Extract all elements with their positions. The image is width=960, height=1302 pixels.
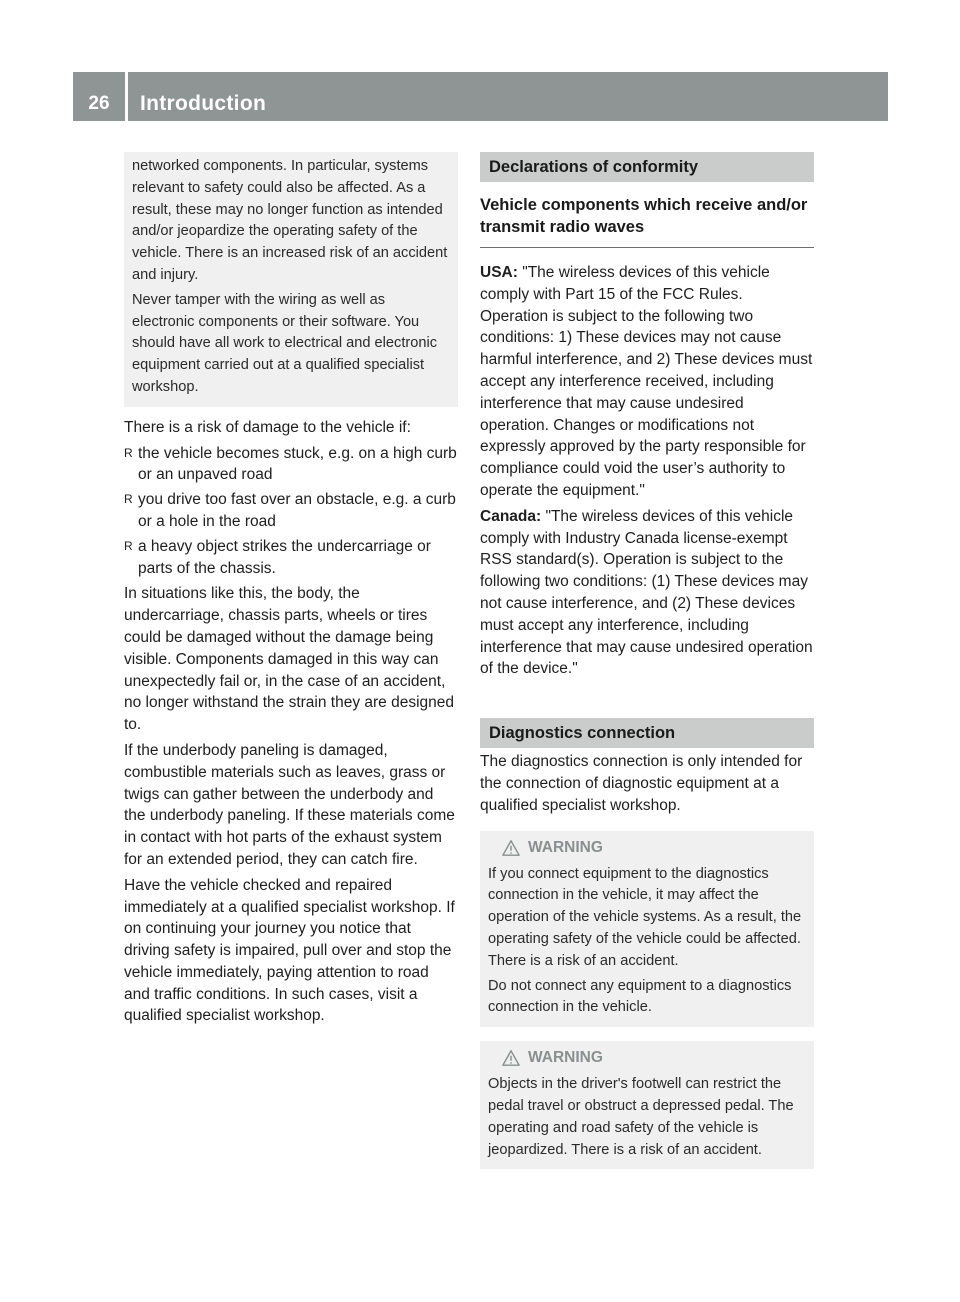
warning-box-footwell bbox=[480, 1041, 814, 1169]
body-paragraph: Have the vehicle checked and repaired immediately at a qualified specialist workshop. If on continuing your journey you notice that driving safety is impaired, pull over and stop the vehicle immediately, paying attention to road and traffic conditions. In such cases, visit a qualified specialist workshop. bbox=[124, 876, 455, 1025]
body-paragraph: If the underbody paneling is damaged, combustible materials such as leaves, grass or twigs can gather between the underbody and the underbody paneling. If these materials come in contact with hot parts of the exhaust system for an extended period, they can catch fire. bbox=[124, 741, 455, 868]
diagnostics-body bbox=[480, 751, 814, 816]
warning-box-diagnostics bbox=[480, 831, 814, 1028]
body-paragraph: In situations like this, the body, the undercarriage, chassis parts, wheels or tires could be damaged without the damage being visible. Components damaged in this way can unexpectedly fail or, in the case of an accident, no longer withstand the strain they are designed to. bbox=[124, 585, 455, 734]
diagnostics-paragraph: The diagnostics connection is only intended for the connection of diagnostic equipment at a qualified specialist workshop. bbox=[480, 753, 803, 814]
section-heading-diagnostics: Diagnostics connection bbox=[480, 718, 814, 748]
subsection-heading-radio: Vehicle components which receive and/or transmit radio waves bbox=[480, 194, 814, 248]
warning-paragraph: If you connect equipment to the diagnostics connection in the vehicle, it may affect the operation of the vehicle systems. As a result, the operating safety of the vehicle could be affected. There is a risk of an accident. bbox=[488, 865, 802, 969]
warning-title: WARNING bbox=[488, 837, 806, 859]
header-separator bbox=[125, 72, 128, 121]
warning-continuation-box bbox=[124, 152, 458, 407]
warning-paragraph: Do not connect any equipment to a diagnostics connection in the vehicle. bbox=[488, 977, 792, 1016]
usa-paragraph: USA: "The wireless devices of this vehicle comply with Part 15 of the FCC Rules. Operation is subject to the following two conditions: 1) These devices may not cause harmful interference, and 2) These devices must accept any interference received, including interference that may cause undesired operation. Changes or modifications not expressly approved by the party responsible for compliance could void the user’s authority to operate the equipment." bbox=[480, 264, 813, 499]
warning-triangle-icon bbox=[502, 839, 520, 857]
warning-triangle-icon bbox=[502, 1049, 520, 1067]
warning-paragraph: Objects in the driver's footwell can restrict the pedal travel or obstruct a depressed pedal. The operating and road safety of the vehicle is jeopardized. There is a risk of an accident. bbox=[488, 1076, 794, 1158]
page-number: 26 bbox=[88, 93, 110, 114]
left-body bbox=[124, 417, 458, 1028]
chapter-title: Introduction bbox=[140, 92, 267, 115]
box-paragraph: networked components. In particular, systems relevant to safety could also be affected. As a result, these may no longer function as intended and/or jeopardize the operating safety of the vehicle. There is an increased risk of an accident and injury. bbox=[132, 158, 448, 283]
warning-title: WARNING bbox=[488, 1047, 806, 1069]
usa-label: USA: bbox=[480, 264, 518, 281]
bullet-icon: R bbox=[124, 538, 133, 553]
canada-label: Canada: bbox=[480, 507, 542, 525]
canada-paragraph: Canada: "The wireless devices of this vehicle comply with Industry Canada license-exempt RSS standard(s). Operation is subject to the following two conditions: (1) These devices may not cause interference, and (2) These devices must accept any interference, including interference that may cause undesired operation of the device." bbox=[480, 507, 813, 678]
section-heading-declarations: Declarations of conformity bbox=[480, 152, 814, 182]
page-header bbox=[73, 72, 888, 121]
declarations-body bbox=[480, 262, 814, 680]
left-column bbox=[124, 152, 458, 1031]
box-paragraph: Never tamper with the wiring as well as electronic components or their software. You should have all work to electrical and electronic equipment carried out at a qualified specialist workshop. bbox=[132, 291, 438, 395]
risk-intro: There is a risk of damage to the vehicle if: bbox=[124, 418, 411, 436]
right-column bbox=[480, 152, 814, 1179]
bullet-icon: R bbox=[124, 492, 133, 507]
list-item: R a heavy object strikes the undercarriage or parts of the chassis. bbox=[124, 537, 431, 577]
risk-list bbox=[124, 443, 458, 580]
list-item: R the vehicle becomes stuck, e.g. on a high curb or an unpaved road bbox=[124, 444, 457, 484]
list-item: R you drive too fast over an obstacle, e.g. a curb or a hole in the road bbox=[124, 491, 456, 530]
bullet-icon: R bbox=[124, 445, 133, 460]
